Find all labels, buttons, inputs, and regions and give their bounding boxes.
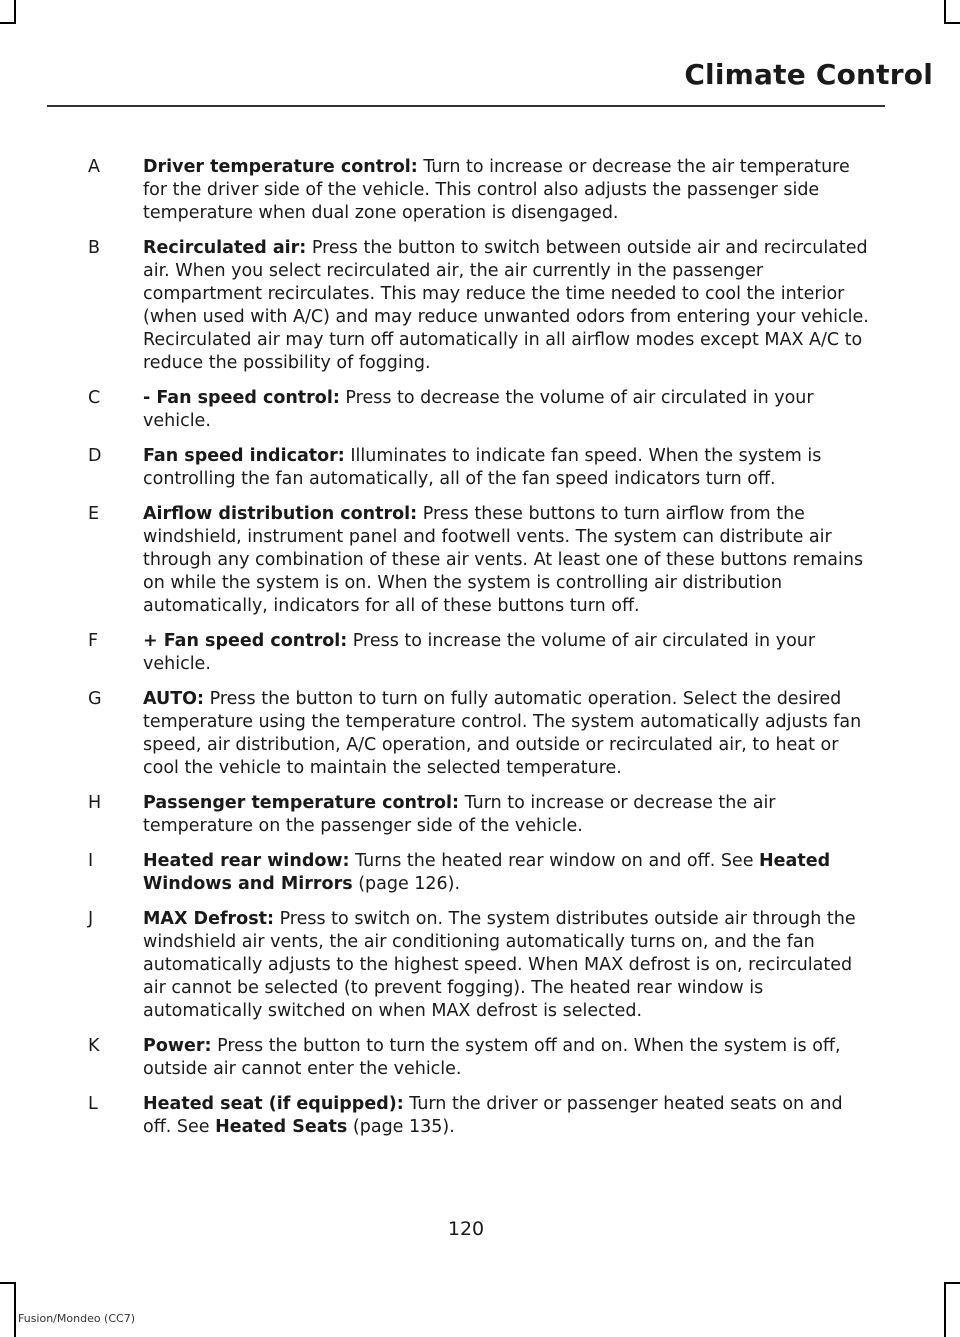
list-item [0, 630, 960, 676]
cross-reference-link[interactable]: Heated Seats [215, 1117, 348, 1137]
item-letter: B [88, 238, 101, 258]
item-label: Recirculated air: [143, 238, 307, 258]
item-text: Press these buttons to turn airflow from the windshield, instrument panel and footwell vents. The system can distribute air through any combination of these air vents. At least one of these buttons remains on while the system is on. When the system is controlling air distribution automatically, indicators for all of these buttons turn off. [143, 504, 864, 616]
item-description [143, 445, 873, 491]
item-label: MAX Defrost: [143, 909, 274, 929]
list-item [0, 792, 960, 838]
item-text: Press the button to switch between outside air and recirculated air. When you select recirculated air, the air currently in the passenger compartment recirculates. This may reduce the time needed to cool the interior (when used with A/C) and may reduce unwanted odors from entering your vehicle. Recirculated air may turn off automatically in all airflow modes except MAX A/C to reduce the possibility of fogging. [143, 238, 869, 373]
item-label: AUTO: [143, 689, 205, 709]
item-label: Heated rear window: [143, 851, 350, 871]
item-label: Passenger temperature control: [143, 793, 460, 813]
item-letter: H [88, 793, 102, 813]
item-letter: I [88, 851, 94, 871]
list-item [0, 503, 960, 618]
crop-mark-bottom-left-v [14, 1282, 16, 1337]
page-reference: (page 126). [352, 874, 461, 894]
list-item [0, 156, 960, 225]
item-letter: L [88, 1094, 98, 1114]
item-text: Turns the heated rear window on and off. See [349, 851, 760, 871]
item-description [143, 237, 873, 375]
item-label: + Fan speed control: [143, 631, 348, 651]
item-text: Press the button to turn the system off and on. When the system is off, outside air cannot enter the vehicle. [143, 1036, 841, 1079]
item-text: Press to decrease the volume of air circulated in your vehicle. [143, 388, 814, 431]
list-item [0, 237, 960, 375]
crop-mark-bottom-right-v [944, 1282, 946, 1337]
item-text: Press the button to turn on fully automatic operation. Select the desired temperature using the temperature control. The system automatically adjusts fan speed, air distribution, A/C operation, and outside or recirculated air, to heat or cool the vehicle to maintain the selected temperature. [143, 689, 862, 778]
crop-mark-top-left-v [14, 0, 16, 22]
item-label: - Fan speed control: [143, 388, 340, 408]
item-description [143, 1035, 873, 1081]
crop-mark-bottom-left-h [0, 1282, 16, 1284]
list-item [0, 1093, 960, 1139]
list-item [0, 445, 960, 491]
list-item [0, 387, 960, 433]
item-text: Press to switch on. The system distributes outside air through the windshield air vents, the air conditioning automatically turns on, and the fan automatically adjusts to the highest speed. When MAX defrost is on, recirculated air cannot be selected (to prevent fogging). The heated rear window is automatically switched on when MAX defrost is selected. [143, 909, 856, 1021]
item-description [143, 156, 873, 225]
item-text: Press to increase the volume of air circulated in your vehicle. [143, 631, 816, 674]
item-letter: A [88, 157, 100, 177]
item-label: Power: [143, 1036, 212, 1056]
list-item [0, 1035, 960, 1081]
item-description [143, 630, 873, 676]
item-label: Driver temperature control: [143, 157, 418, 177]
item-letter: E [88, 504, 100, 524]
header-rule [47, 105, 885, 107]
item-letter: C [88, 388, 101, 408]
footer-model: Fusion/Mondeo (CC7) [18, 1312, 136, 1325]
item-description [143, 688, 873, 780]
item-label: Fan speed indicator: [143, 446, 345, 466]
item-text: Turn the driver or passenger heated seats on and off. See [143, 1094, 843, 1137]
list-item [0, 850, 960, 896]
item-description [143, 850, 873, 896]
page-number: 120 [447, 1218, 485, 1240]
item-description [143, 792, 873, 838]
item-letter: J [88, 909, 94, 929]
list-item [0, 688, 960, 780]
crop-mark-top-right-h [944, 22, 960, 24]
item-letter: F [88, 631, 99, 651]
list-item [0, 908, 960, 1023]
item-letter: G [88, 689, 102, 709]
control-list [0, 156, 960, 1151]
page-title: Climate Control [684, 58, 933, 91]
item-description [143, 503, 873, 618]
crop-mark-top-right-v [944, 0, 946, 22]
item-description [143, 1093, 873, 1139]
page-reference: (page 135). [347, 1117, 455, 1137]
item-text: Turn to increase or decrease the air temperature on the passenger side of the vehicle. [143, 793, 776, 836]
item-text: Turn to increase or decrease the air temperature for the driver side of the vehicle. This control also adjusts the passenger side temperature when dual zone operation is disengaged. [143, 157, 850, 223]
crop-mark-bottom-right-h [944, 1282, 960, 1284]
cross-reference-link[interactable]: Heated Windows and Mirrors [143, 851, 831, 894]
item-description [143, 908, 873, 1023]
item-letter: K [88, 1036, 100, 1056]
item-label: Airflow distribution control: [143, 504, 418, 524]
item-letter: D [88, 446, 102, 466]
item-description [143, 387, 873, 433]
crop-mark-top-left-h [0, 22, 16, 24]
item-text: Illuminates to indicate fan speed. When the system is controlling the fan automatically, all of the fan speed indicators turn off. [143, 446, 822, 489]
item-label: Heated seat (if equipped): [143, 1094, 404, 1114]
